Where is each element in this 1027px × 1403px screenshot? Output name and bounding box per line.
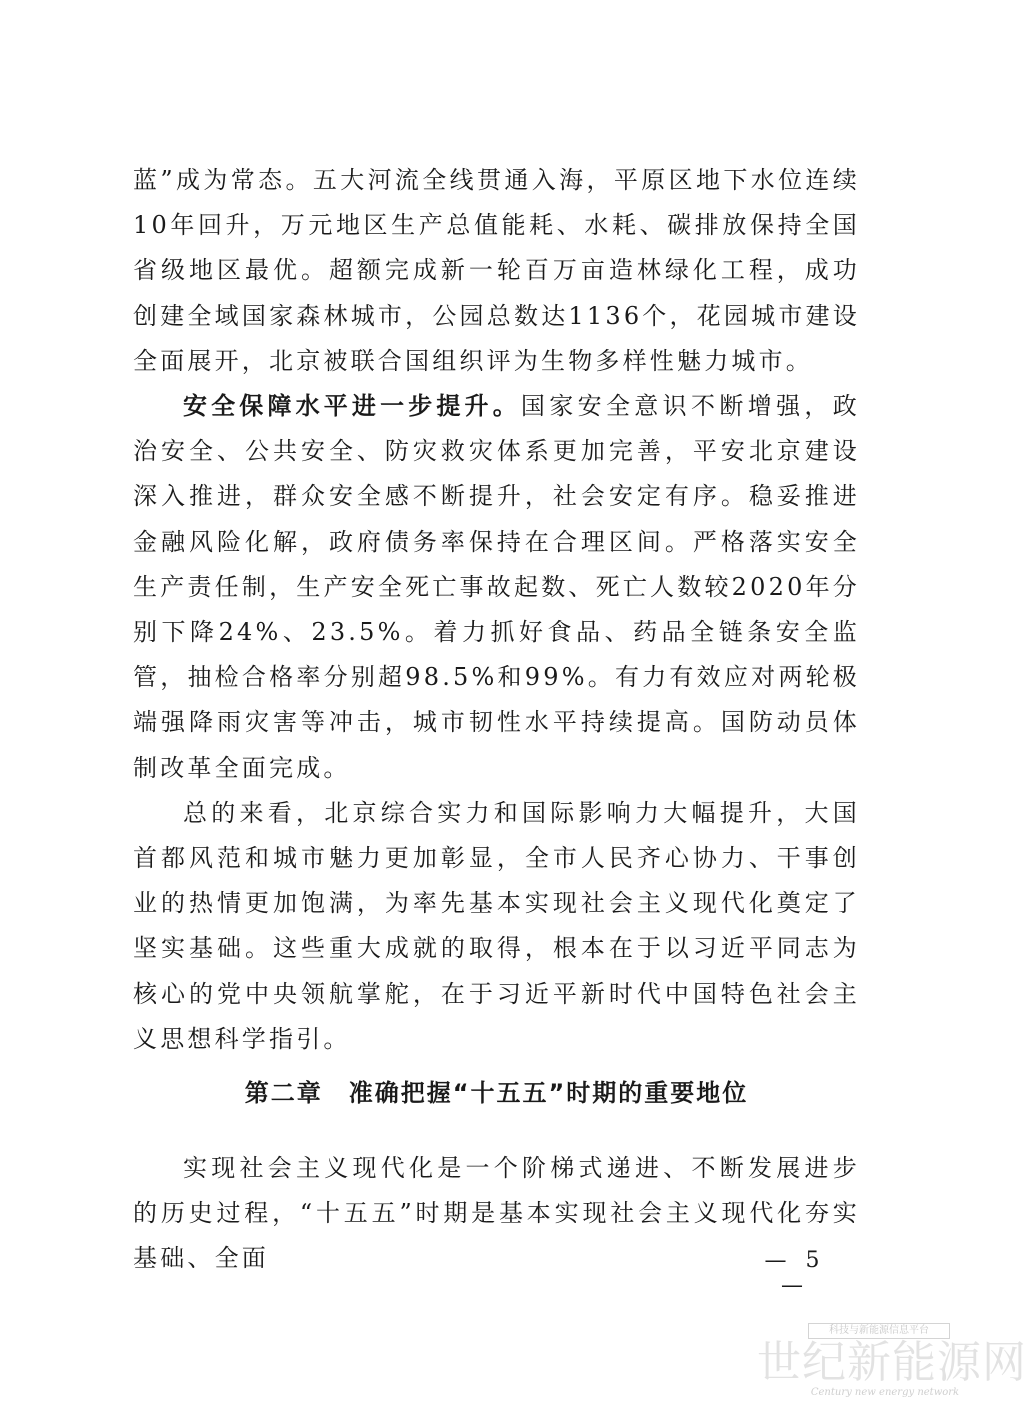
paragraph-summary-text: 总的来看，北京综合实力和国际影响力大幅提升，大国首都风范和城市魅力更加彰显，全市人民齐心协力、干事创业的热情更加饱满，为率先基本实现社会主义现代化奠定了坚实基础。这些重大成就的取得，根本在于以习近平同志为核心的党中央领航掌舵，在于习近平新时代中国特色社会主义思想科学指引。 xyxy=(133,798,860,1053)
paragraph-security-lead: 安全保障水平进一步提升。 xyxy=(183,392,521,421)
paragraph-ecology-text: 蓝”成为常态。五大河流全线贯通入海，平原区地下水位连续10年回升，万元地区生产总值能耗、水耗、碳排放保持全国省级地区最优。超额完成新一轮百万亩造林绿化工程，成功创建全域国家森林城市，公园总数达1136个，花园城市建设全面展开，北京被联合国组织评为生物多样性魅力城市。 xyxy=(133,166,860,375)
watermark-english: Century new energy network xyxy=(810,1387,960,1398)
watermark-logo: 世纪新能源网 xyxy=(757,1337,1027,1388)
body-text xyxy=(133,158,860,1062)
paragraph-security xyxy=(133,384,860,791)
paragraph-summary xyxy=(133,791,860,1062)
watermark-banner: 科技与新能源信息平台 xyxy=(808,1323,950,1339)
paragraph-ecology xyxy=(133,158,860,384)
chapter-title: 准确把握“十五五”时期的重要地位 xyxy=(348,1079,749,1107)
paragraph-security-text: 国家安全意识不断增强，政治安全、公共安全、防灾救灾体系更加完善，平安北京建设深入推进，群众安全感不断提升，社会安定有序。稳妥推进金融风险化解，政府债务率保持在合理区间。严格落实安全生产责任制，生产安全死亡事故起数、死亡人数较2020年分别下降24%、23.5%。着力抓好食品、药品全链条安全监管，抽检合格率分别超98.5%和99%。有力有效应对两轮极端强降雨灾害等冲击，城市韧性水平持续提高。国防动员体制改革全面完成。 xyxy=(133,392,860,782)
paragraph-chapter-intro-text: 实现社会主义现代化是一个阶梯式递进、不断发展进步的历史过程，“十五五”时期是基本实现社会主义现代化夯实基础、全面 xyxy=(133,1154,860,1273)
chapter-heading xyxy=(133,1073,860,1108)
page-number: — 5 — xyxy=(764,1248,826,1298)
chapter-number: 第二章 xyxy=(244,1079,323,1107)
